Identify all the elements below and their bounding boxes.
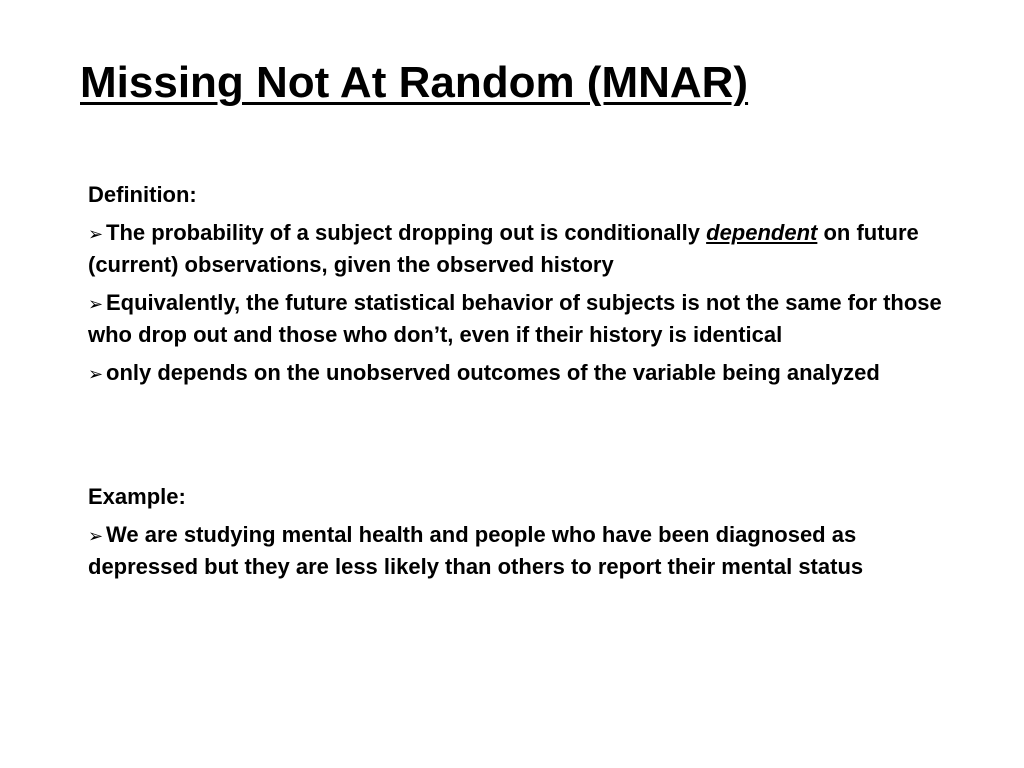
- definition-bullet-3: [88, 358, 958, 390]
- example-bullet-1: [88, 520, 958, 582]
- bullet-text: only depends on the unobserved outcomes of the variable being analyzed: [106, 360, 880, 385]
- definition-heading: Definition:: [88, 182, 197, 207]
- bullet-text-before: The probability of a subject dropping out is conditionally: [106, 220, 707, 245]
- bullet-text: We are studying mental health and people who have been diagnosed as depressed but they are less likely than others to report their mental status: [88, 522, 864, 579]
- definition-bullet-1: [88, 218, 958, 280]
- definition-bullet-2: [88, 288, 958, 350]
- example-heading: Example:: [88, 484, 186, 509]
- arrow-bullet-icon: ➢: [88, 294, 104, 315]
- slide-body: [88, 180, 958, 590]
- slide-title: Missing Not At Random (MNAR): [80, 58, 749, 107]
- arrow-bullet-icon: ➢: [88, 526, 104, 547]
- arrow-bullet-icon: ➢: [88, 224, 104, 245]
- bullet-text: Equivalently, the future statistical behavior of subjects is not the same for those who drop out and those who don’t, even if their history is identical: [88, 290, 942, 347]
- arrow-bullet-icon: ➢: [88, 364, 104, 385]
- bullet-text-after: on future (current) observations, given the observed history: [88, 220, 919, 277]
- bullet-emphasis: dependent: [706, 220, 818, 245]
- section-spacer: [88, 398, 958, 482]
